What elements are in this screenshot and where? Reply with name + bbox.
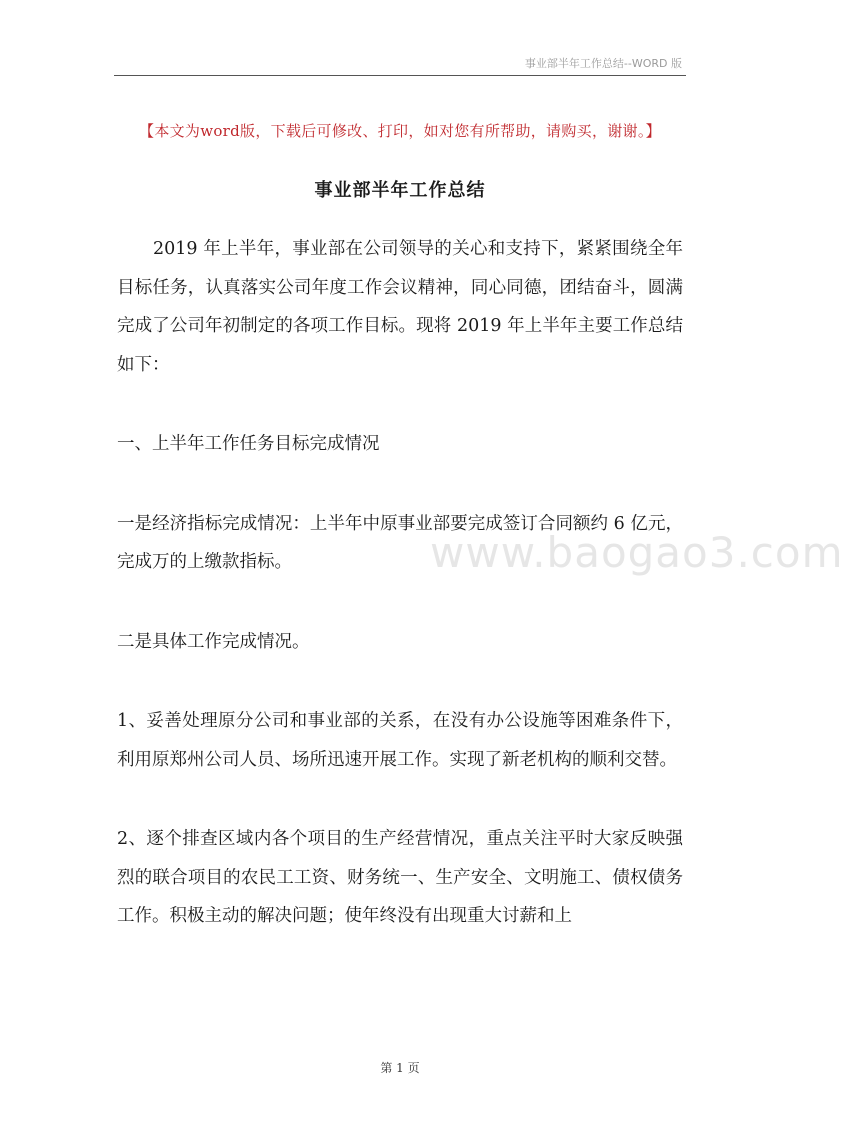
economic-indicators-paragraph: 一是经济指标完成情况：上半年中原事业部要完成签订合同额约 6 亿元，完成万的上缴款指标。 [117,513,683,572]
download-notice: 【本文为word版，下载后可修改、打印，如对您有所帮助，请购买，谢谢。】 [139,122,661,140]
document-title: 事业部半年工作总结 [314,180,486,201]
page-number: 第 1 页 [380,1061,420,1075]
header-divider [114,75,686,76]
intro-paragraph: 2019 年上半年，事业部在公司领导的关心和支持下，紧紧围绕全年目标任务，认真落实公司年度工作会议精神，同心同德，团结奋斗，圆满完成了公司年初制定的各项工作目标。现将 2019 年上半年主要工作总结如下： [117,239,683,375]
watermark: www.baogao3.com [430,528,844,577]
concrete-work-paragraph: 二是具体工作完成情况。 [117,631,310,652]
running-header: 事业部半年工作总结--WORD 版 [524,57,682,70]
section-heading: 一、上半年工作任务目标完成情况 [117,434,380,454]
list-item-1: 1、妥善处理原分公司和事业部的关系，在没有办公设施等困难条件下，利用原郑州公司人员、场所迅速开展工作。实现了新老机构的顺利交替。 [117,711,683,770]
list-item-2: 2、逐个排查区域内各个项目的生产经营情况，重点关注平时大家反映强烈的联合项目的农民工工资、财务统一、生产安全、文明施工、债权债务工作。积极主动的解决问题；使年终没有出现重大讨薪和上 [117,829,683,926]
document-body [117,230,683,936]
